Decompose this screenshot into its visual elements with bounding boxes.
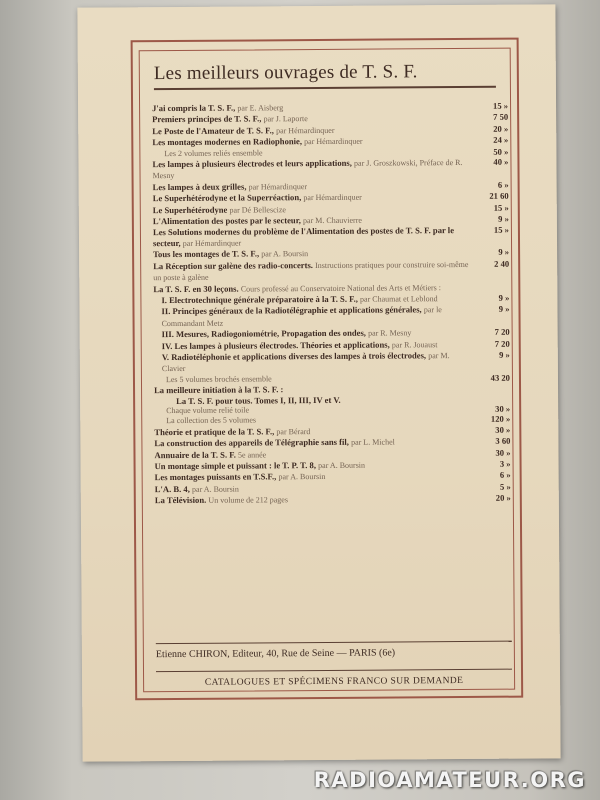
book-author: par le Commandant Metz: [161, 305, 442, 328]
book-author: par M. Chauvierre: [302, 215, 362, 226]
book-price: 9 »: [499, 349, 510, 360]
entry-text: [152, 157, 474, 182]
list-item: [153, 225, 509, 249]
book-price: 30 »: [495, 403, 511, 414]
entry-text: [153, 259, 475, 284]
book-title: Les montages puissants en T.S.F.,: [154, 471, 277, 483]
book-price: 3 »: [499, 458, 511, 469]
book-author: par Hémardinquer: [182, 238, 242, 248]
list-item: [153, 304, 509, 329]
book-price: 15 »: [492, 100, 509, 111]
entry-text: [153, 304, 475, 329]
catalogue-note: CATALOGUES ET SPÉCIMENS FRANCO SUR DEMANDE: [156, 669, 512, 688]
book-title: Les lampes à plusieurs électrodes et leurs applications,: [152, 157, 352, 170]
book-price: 15 »: [493, 225, 509, 236]
book-author: Chaque volume relié toile: [166, 405, 250, 416]
book-author: La collection des 5 volumes: [166, 415, 257, 426]
book-title: Le Poste de l'Amateur de T. S. F.,: [152, 125, 274, 136]
book-author: par Bérard: [276, 426, 311, 437]
book-price: 40 »: [493, 156, 509, 167]
book-author: Cours professé au Conservatoire National des Arts et Métiers :: [240, 282, 442, 294]
list-item: [155, 493, 511, 507]
book-price: 15 »: [493, 202, 509, 213]
watermark-logo: RADIOAMATEUR.ORG: [313, 768, 586, 792]
book-author: par A. Boursin: [261, 249, 309, 259]
book-title: III. Mesures, Radiogoniométrie, Propagation des ondes,: [161, 327, 366, 340]
book-price: 50 »: [493, 146, 509, 157]
book-author: par L. Michel: [351, 437, 395, 447]
book-price: 30 »: [495, 447, 511, 458]
book-list: [152, 101, 511, 507]
entry-text: [154, 350, 476, 375]
book-price: 3 60: [495, 435, 511, 446]
book-title: La Réception sur galène des radio-concerts.: [153, 259, 313, 271]
book-author: par J. Groszkowski, Préface de R. Mesny: [152, 158, 463, 181]
book-title: La T. S. F. pour tous. Tomes I, II, III, IV et V.: [176, 394, 341, 406]
book-author: par E. Aisberg: [237, 103, 284, 113]
book-author: 5e année: [237, 449, 267, 460]
book-price: 43 20: [490, 372, 511, 383]
book-price: 30 »: [495, 424, 511, 435]
book-title: Les Solutions modernes du problème de l'Alimentation des postes de T. S. F. par le secteur,: [152, 225, 455, 249]
book-author: Les 5 volumes brochés ensemble: [165, 374, 272, 384]
book-price: 6 »: [499, 470, 511, 481]
book-author: par Hémardinquer: [303, 192, 362, 203]
book-title: Théorie et pratique de la T. S. F.,: [154, 426, 275, 437]
book-price: 9 »: [498, 292, 510, 303]
book-title: V. Radiotéléphonie et applications diverses des lampes à trois électrodes,: [161, 350, 427, 363]
page-border-inner: [139, 48, 515, 693]
book-author: par Dé Bellescize: [229, 204, 286, 215]
publisher-line: Etienne CHIRON, Editeur, 40, Rue de Seine — PARIS (6e): [156, 641, 512, 660]
book-price: 2 40: [494, 258, 510, 269]
book-price: 6 »: [497, 179, 509, 190]
book-author: par A. Boursin: [191, 484, 239, 494]
book-price: 9 »: [498, 213, 509, 224]
book-author: par A. Boursin: [318, 460, 366, 471]
book-author: par Hémardinquer: [248, 181, 308, 192]
book-title: La T. S. F. en 30 leçons.: [153, 283, 239, 294]
book-price: 7 20: [494, 326, 510, 337]
book-title: IV. Les lampes à plusieurs électrodes. Théories et applications,: [161, 339, 390, 351]
book-author: par Hémardinquer: [276, 125, 335, 136]
book-title: J'ai compris la T. S. F.,: [152, 102, 236, 114]
book-title: II. Principes généraux de la Radiotélégraphie et applications générales,: [161, 304, 422, 317]
book-author: par M. Clavier: [161, 351, 450, 374]
list-item: [153, 258, 509, 283]
book-title: L'Alimentation des postes par le secteur,: [152, 215, 301, 227]
book-price: 7 50: [493, 112, 509, 123]
book-title: Un montage simple et puissant : le T. P. T. 8,: [154, 460, 316, 472]
book-author: par J. Laporte: [263, 114, 308, 124]
book-price: 9 »: [498, 246, 510, 258]
catalog-page: [77, 4, 560, 761]
book-price: 20 »: [495, 492, 511, 503]
book-price: 9 »: [498, 303, 510, 315]
book-title: Les lampes à deux grilles,: [152, 181, 247, 193]
book-author: par Chaumat et Leblond: [359, 294, 438, 304]
book-author: par R. Jouaust: [391, 339, 438, 350]
book-author: Instructions pratiques pour construire soi-même un poste à galène: [153, 259, 469, 283]
book-title: Annuaire de la T. S. F.: [154, 449, 236, 460]
book-title: Le Superhétérodyne: [152, 204, 228, 215]
page-border: [131, 38, 524, 701]
book-author: par R. Mesny: [368, 328, 412, 338]
entry-text: [153, 225, 475, 249]
book-author: par A. Boursin: [278, 472, 326, 482]
book-price: 7 20: [494, 338, 510, 349]
book-price: 21 60: [489, 190, 509, 202]
book-title: Les montages modernes en Radiophonie,: [152, 136, 303, 148]
book-title: L'A. B. 4,: [154, 483, 190, 494]
book-price: 120 »: [490, 414, 511, 425]
list-item: [154, 350, 510, 375]
book-title: La Télévision.: [154, 495, 207, 506]
book-title: I. Electrotechnique générale préparatoire à la T. S. F.,: [161, 293, 358, 306]
book-title: La construction des appareils de Télégraphie sans fil,: [154, 436, 349, 449]
book-price: 5 »: [499, 481, 511, 492]
book-author: Les 2 volumes reliés ensemble: [164, 148, 263, 158]
entry-text: [155, 493, 477, 507]
book-title: La meilleure initiation à la T. S. F. :: [154, 384, 284, 396]
book-price: 24 »: [493, 134, 509, 145]
list-item: [152, 157, 508, 182]
book-title: Premiers principes de T. S. F.,: [152, 113, 262, 125]
book-title: Le Superhétérodyne et la Superréaction,: [152, 192, 302, 204]
page-title: Les meilleurs ouvrages de T. S. F.: [154, 61, 496, 90]
book-author: par Hémardinquer: [304, 136, 363, 147]
book-price: 20 »: [493, 123, 509, 134]
book-author: Un volume de 212 pages: [208, 495, 288, 505]
book-title: Tous les montages de T. S. F.,: [153, 248, 260, 260]
